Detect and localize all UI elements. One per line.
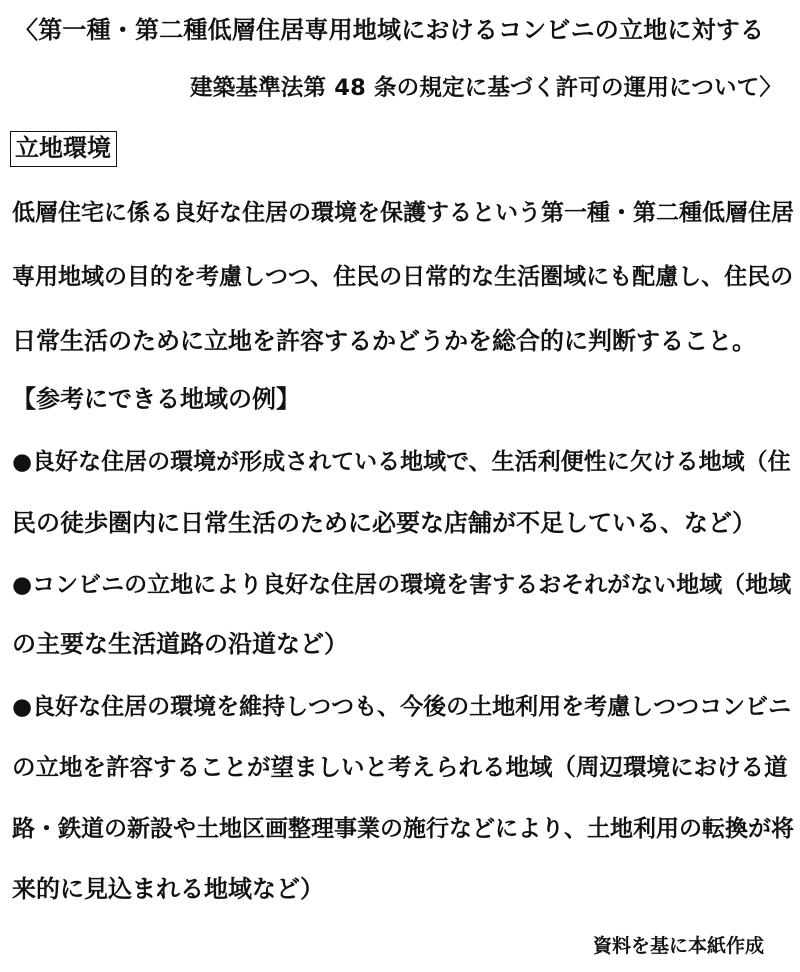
bullet-line: 来的に見込まれる地域など）	[12, 875, 324, 903]
bullet-line: 路・鉄道の新設や土地区画整理事業の施行などにより、土地利用の転換が将	[12, 816, 794, 842]
bullet-line: の主要な生活道路の沿道など）	[12, 630, 348, 658]
section-label-box: 立地環境	[10, 131, 117, 167]
paragraph-line: 低層住宅に係る良好な住居の環境を保護するという第一種・第二種低層住居	[12, 200, 794, 226]
bullet-line: 民の徒歩圏内に日常生活のために必要な店舗が不足している、など）	[12, 509, 756, 537]
heading-line-1: 〈第一種・第二種低層住居専用地域におけるコンビニの立地に対する	[14, 16, 765, 44]
heading-line-2: 建築基準法第 48 条の規定に基づく許可の運用について〉	[190, 75, 783, 101]
bullet-line: ●良好な住居の環境が形成されている地域で、生活利便性に欠ける地域（住	[12, 449, 791, 475]
bullet-line: ●良好な住居の環境を維持しつつも、今後の土地利用を考慮しつつコンビニ	[12, 694, 792, 720]
bullet-line: ●コンビニの立地により良好な住居の環境を害するおそれがない地域（地域	[12, 572, 792, 598]
bullet-line: の立地を許容することが望ましいと考えられる地域（周辺環境における道	[12, 753, 788, 781]
paragraph-line: 日常生活のために立地を許容するかどうかを総合的に判断すること。	[12, 327, 756, 355]
examples-heading: 【参考にできる地域の例】	[12, 385, 300, 413]
source-credit: 資料を基に本紙作成	[593, 935, 765, 957]
paragraph-line: 専用地域の目的を考慮しつつ、住民の日常的な生活圏域にも配慮し、住民の	[12, 264, 794, 290]
